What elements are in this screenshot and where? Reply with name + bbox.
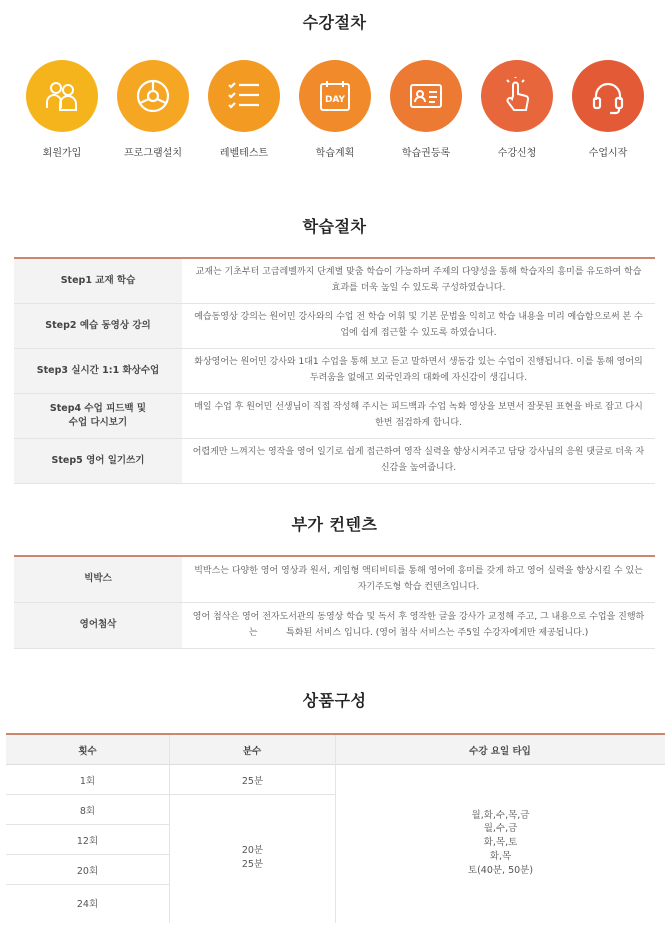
table-row bbox=[14, 603, 655, 649]
count-cell: 12회 bbox=[6, 825, 169, 855]
headset-icon bbox=[572, 60, 644, 132]
row-desc: 예습동영상 강의는 원어민 강사와의 수업 전 학습 어휘 및 기본 문법을 익히고 학습 내용을 미리 예습함으로써 본 수업에 쉽게 접근할 수 있도록 하였습니다. bbox=[194, 312, 643, 338]
step-label: 학습계획 bbox=[315, 148, 355, 159]
section-title-learning: 학습절차 bbox=[302, 217, 367, 236]
row-head: 영어첨삭 bbox=[14, 603, 182, 648]
row-head: 빅박스 bbox=[14, 557, 182, 602]
count-cell: 1회 bbox=[6, 765, 169, 795]
minutes-cell: 25분 bbox=[170, 765, 335, 795]
calendar-day-icon bbox=[299, 60, 371, 132]
step-label: 레벨테스트 bbox=[219, 148, 269, 159]
row-desc: 매일 수업 후 원어민 선생님이 직접 작성해 주시는 피드백과 수업 녹화 영상을 보면서 잘못된 표현을 바로 잡고 다시 한번 점검하게 합니다. bbox=[194, 402, 643, 428]
row-head: Step5 영어 일기쓰기 bbox=[14, 439, 182, 483]
step-register bbox=[386, 60, 466, 159]
table-row bbox=[14, 439, 655, 484]
day-type: 화,목,토 bbox=[483, 837, 518, 849]
step-label: 프로그램설치 bbox=[124, 148, 182, 159]
minutes-value: 20분 bbox=[241, 845, 264, 857]
step-level-test bbox=[204, 60, 284, 159]
row-head: Step1 교재 학습 bbox=[14, 259, 182, 303]
section-title-enrollment: 수강절차 bbox=[302, 13, 367, 32]
row-head: Step3 실시간 1:1 화상수업 bbox=[14, 349, 182, 393]
row-desc: 영어 첨삭은 영어 전자도서관의 동영상 학습 및 독서 후 영작한 글을 강사가 교정해 주고, 그 내용으로 수업을 진행하는 특화된 서비스 입니다. (영어 첨삭 서비스는 주5일 수강자에게만 제공됩니다.) bbox=[192, 611, 645, 638]
step-apply bbox=[477, 60, 557, 159]
day-type: 월,화,수,목,금 bbox=[471, 809, 530, 821]
table-row bbox=[14, 304, 655, 349]
row-head: Step4 수업 피드백 및 수업 다시보기 bbox=[14, 394, 182, 438]
step-label: 회원가입 bbox=[42, 148, 82, 159]
section-title-products: 상품구성 bbox=[302, 691, 367, 710]
pointer-hand-icon bbox=[481, 60, 553, 132]
extra-contents-table bbox=[14, 555, 655, 649]
count-cell: 20회 bbox=[6, 855, 169, 885]
id-card-icon bbox=[390, 60, 462, 132]
day-type: 토(40분, 50분) bbox=[467, 864, 534, 876]
learning-steps-table bbox=[14, 257, 655, 484]
products-table bbox=[0, 733, 669, 923]
minutes-value: 25분 bbox=[241, 859, 264, 870]
day-type: 화,목 bbox=[489, 850, 512, 862]
svg-text:DAY: DAY bbox=[324, 95, 346, 105]
row-desc: 화상영어는 원어민 강사와 1대1 수업을 통해 보고 듣고 말하면서 생동감 있는 수업이 진행됩니다. 이를 통해 영어의 두려움을 없애고 외국인과의 대화에 자신감이 생깁니다. bbox=[194, 357, 643, 383]
users-icon bbox=[26, 60, 98, 132]
count-cell: 24회 bbox=[76, 899, 99, 910]
checklist-icon bbox=[208, 60, 280, 132]
count-cell: 8회 bbox=[6, 795, 169, 825]
disc-install-icon bbox=[117, 60, 189, 132]
header-count: 횟수 bbox=[6, 735, 169, 765]
step-plan bbox=[295, 60, 375, 159]
enrollment-steps bbox=[22, 60, 647, 160]
step-label: 수강신청 bbox=[497, 148, 537, 159]
minutes-cell-merged bbox=[170, 795, 335, 921]
row-desc: 교재는 기초부터 고급레벨까지 단계별 맞춤 학습이 가능하며 주제의 다양성을 통해 학습자의 흥미를 유도하여 학습효과를 더욱 높일 수 있도록 구성하였습니다. bbox=[195, 267, 642, 293]
table-row bbox=[14, 557, 655, 603]
row-desc: 어렵게만 느껴지는 영작을 영어 일기로 쉽게 접근하여 영작 실력을 향상시켜주고 담당 강사님의 응원 댓글로 더욱 자신감을 높여줍니다. bbox=[192, 447, 645, 473]
step-label: 수업시작 bbox=[588, 148, 628, 159]
step-label: 학습권등록 bbox=[401, 148, 451, 159]
header-day-type: 수강 요일 타입 bbox=[335, 735, 665, 765]
step-start bbox=[568, 60, 648, 159]
section-title-extra-contents: 부가 컨텐츠 bbox=[291, 515, 378, 534]
header-minutes: 분수 bbox=[169, 735, 335, 765]
step-install bbox=[113, 60, 193, 159]
row-desc: 빅박스는 다양한 영어 영상과 원서, 게임형 액티비티를 통해 영어에 흥미를 갖게 하고 영어 실력을 향상시킬 수 있는 자기주도형 학습 컨텐츠입니다. bbox=[194, 565, 643, 592]
table-row bbox=[14, 394, 655, 439]
step-signup bbox=[22, 60, 102, 159]
day-type-cell bbox=[336, 765, 665, 921]
table-row bbox=[14, 259, 655, 304]
row-head: Step2 예습 동영상 강의 bbox=[14, 304, 182, 348]
table-row bbox=[14, 349, 655, 394]
day-type: 월,수,금 bbox=[483, 823, 518, 835]
